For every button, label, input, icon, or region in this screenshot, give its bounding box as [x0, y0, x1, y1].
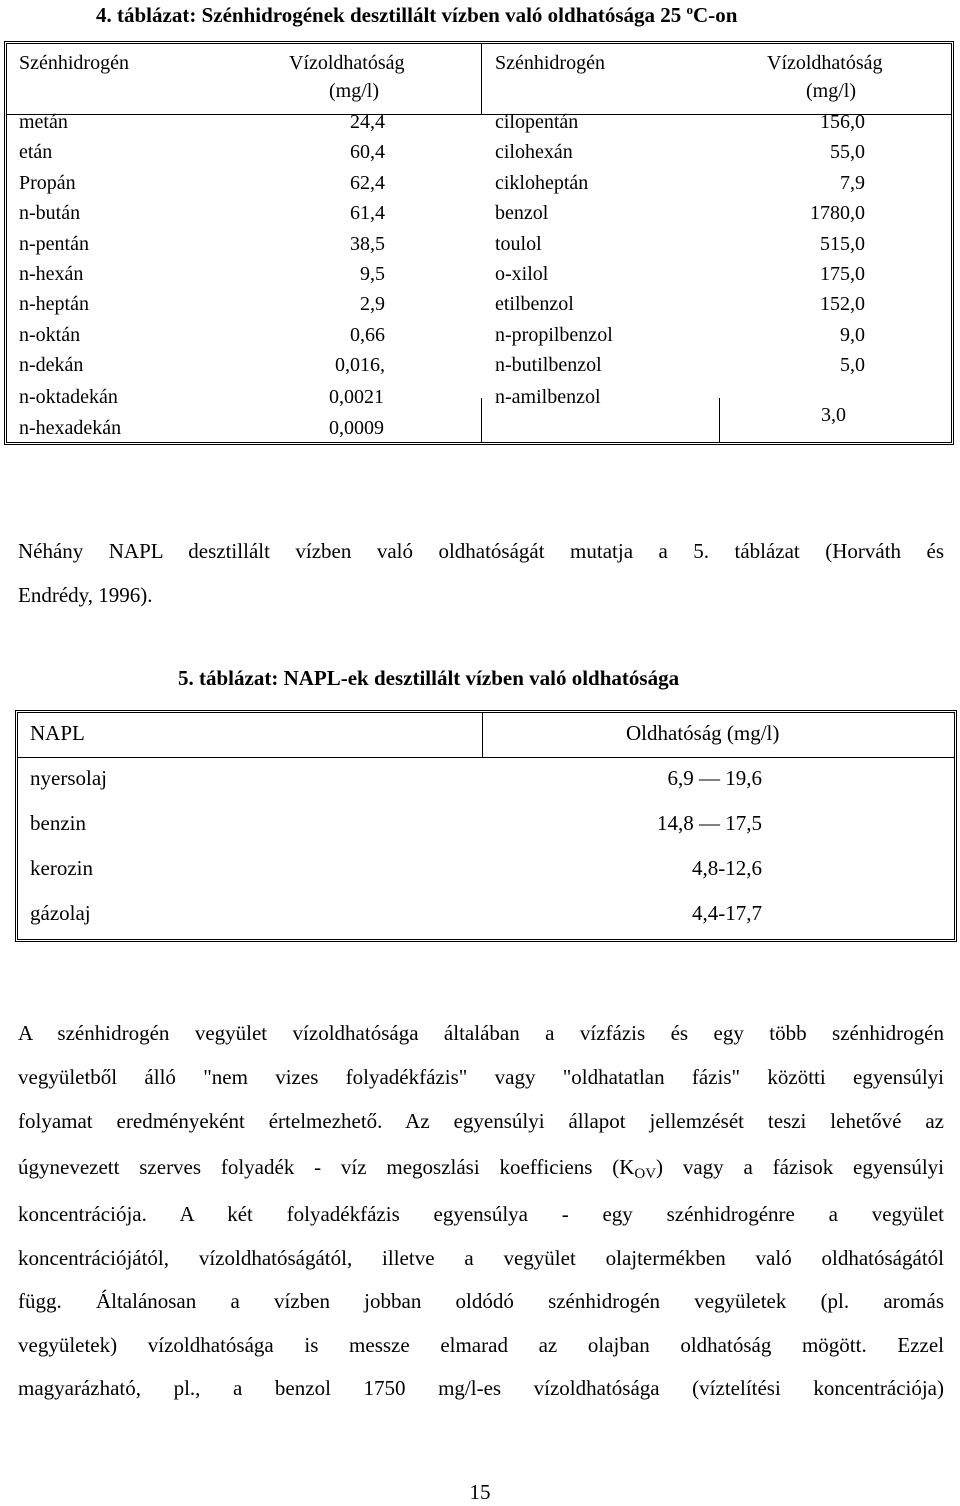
t4-header-col4-line1: Vízoldhatóság: [767, 52, 883, 74]
t4-row-val2: 5,0: [840, 354, 865, 376]
table5: [15, 710, 957, 942]
t4-tail-name1a: n-oktadekán: [19, 386, 118, 408]
t4-row-name1: n-bután: [19, 202, 81, 224]
t5-divider: [482, 713, 483, 757]
t4-row-name2: n-propilbenzol: [495, 324, 613, 346]
t5-row-value: 4,4-17,7: [692, 901, 762, 925]
t4-row-val2: 156,0: [820, 111, 865, 133]
t5-row-value: 6,9 ― 19,6: [667, 766, 762, 790]
t4-row-name2: cilohexán: [495, 141, 573, 163]
t4-tail-val1a: 0,0021: [329, 386, 384, 408]
t4-row-name1: n-heptán: [19, 293, 89, 315]
t5-row-name: benzin: [30, 811, 86, 835]
t4-row-name1: n-dekán: [19, 354, 84, 376]
t4-header-col2-line2: (mg/l): [329, 80, 379, 102]
t4-row-name1: n-oktán: [19, 324, 81, 346]
t5-header-napl: NAPL: [30, 721, 85, 745]
t4-row-name1: n-hexán: [19, 263, 84, 285]
t4-row-val1: 61,4: [350, 202, 385, 224]
t4-tail-val2: 3,0: [821, 404, 846, 426]
t4-row-name2: benzol: [495, 202, 549, 224]
t4-row-name2: etilbenzol: [495, 293, 574, 315]
t4-row-name2: cikloheptán: [495, 172, 589, 194]
t5-header-solubility: Oldhatóság (mg/l): [626, 721, 780, 745]
t4-tail-name1b: n-hexadekán: [19, 417, 122, 439]
t4-row-val2: 515,0: [820, 233, 865, 255]
t4-row-name1: metán: [19, 111, 68, 133]
t4-header-col2-line1: Vízoldhatóság: [289, 52, 405, 74]
body-line8: vegyületek) vízoldhatósága is messze elmarad az olajban oldhatóság mögött. Ezzel: [18, 1333, 944, 1357]
body-line6: koncentrációjától, vízoldhatóságától, illetve a vegyület olajtermékben való oldhatóságától: [18, 1246, 944, 1270]
t5-row-value: 4,8-12,6: [692, 856, 762, 880]
t4-divider-top: [481, 44, 482, 114]
degree-sup: o: [686, 2, 694, 17]
t5-row-name: kerozin: [30, 856, 93, 880]
t5-header-rule: [18, 757, 954, 758]
t4-divider-bottom-left: [481, 398, 482, 442]
t4-row-val1: 0,016,: [335, 354, 385, 376]
t4-row-val1: 0,66: [350, 324, 385, 346]
t4-row-val2: 152,0: [820, 293, 865, 315]
t4-row-val2: 7,9: [840, 172, 865, 194]
t4-row-val1: 9,5: [360, 263, 385, 285]
t4-row-val1: 62,4: [350, 172, 385, 194]
t4-row-name2: toulol: [495, 233, 542, 255]
t4-header-col4-line2: (mg/l): [806, 80, 856, 102]
t4-row-val2: 1780,0: [810, 202, 865, 224]
t5-row-name: gázolaj: [30, 901, 91, 925]
body-line3: folyamat eredményeként értelmezhető. Az egyensúlyi állapot jellemzését teszi lehetővé az: [18, 1109, 944, 1133]
t4-row-val1: 60,4: [350, 141, 385, 163]
body-line5: koncentrációja. A két folyadékfázis egyensúlya - egy szénhidrogénre a vegyület: [18, 1202, 944, 1226]
body-line9: magyarázható, pl., a benzol 1750 mg/l-es vízoldhatósága (víztelítési koncentrációja): [18, 1376, 944, 1400]
t4-tail-val1b: 0,0009: [329, 417, 384, 439]
intro-line1: Néhány NAPL desztillált vízben való oldhatóságát mutatja a 5. táblázat (Horváth és: [18, 539, 944, 563]
body-line4: úgynevezett szerves folyadék - víz megoszlási koefficiens $(K_{OV})$ vagy a fázisok egyensúlyi: [18, 1155, 944, 1182]
table5-title: 5. táblázat: NAPL-ek desztillált vízben való oldhatósága: [178, 666, 680, 690]
t4-row-name2: o-xilol: [495, 263, 549, 285]
kov-subscript: OV: [634, 1166, 657, 1182]
t4-header-col1: Szénhidrogén: [19, 52, 129, 74]
t4-row-name1: n-pentán: [19, 233, 89, 255]
body-line7: függ. Általánosan a vízben jobban oldódó szénhidrogén vegyületek (pl. aromás: [18, 1289, 944, 1313]
t4-tail-name2: n-amilbenzol: [495, 386, 601, 408]
t4-row-val1: 2,9: [360, 293, 385, 315]
t4-divider-bottom-right: [719, 398, 720, 442]
t4-row-val1: 38,5: [350, 233, 385, 255]
body-line1: A szénhidrogén vegyület vízoldhatósága általában a vízfázis és egy több szénhidrogén: [18, 1021, 944, 1045]
t5-row-value: 14,8 ― 17,5: [657, 811, 762, 835]
t4-header-col3: Szénhidrogén: [495, 52, 605, 74]
t4-row-name2: n-butilbenzol: [495, 354, 602, 376]
table4: [4, 41, 954, 445]
intro-line2: Endrédy, 1996).: [18, 583, 153, 607]
body-line2: vegyületből álló "nem vizes folyadékfázis" vagy "oldhatatlan fázis" közötti egyensúlyi: [18, 1065, 944, 1089]
t4-header-rule: [7, 114, 951, 115]
t4-row-val2: 175,0: [820, 263, 865, 285]
t4-row-name1: Propán: [19, 172, 76, 194]
page-number: 15: [469, 1480, 491, 1504]
table4-title: 4. táblázat: Szénhidrogének desztillált vízben való oldhatósága 25 $^o$C-on: [96, 2, 738, 27]
t4-row-val2: 9,0: [840, 324, 865, 346]
t5-row-name: nyersolaj: [30, 766, 107, 790]
t4-row-name1: etán: [19, 141, 53, 163]
t4-row-val2: 55,0: [830, 141, 865, 163]
t4-row-name2: cilopentán: [495, 111, 579, 133]
t4-row-val1: 24,4: [350, 111, 385, 133]
